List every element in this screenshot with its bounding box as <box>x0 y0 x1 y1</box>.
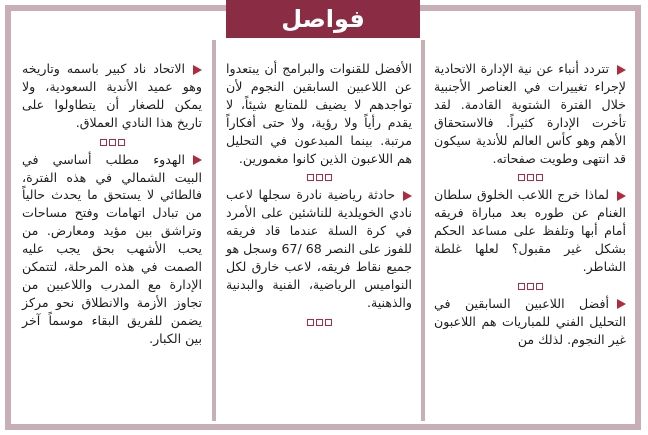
paragraph: لماذا خرج اللاعب الخلوق سلطان الغنام عن طوره بعد مباراة فريقه أمام أبها وتلفظ على مساعد الحكم بشكل غير مقبول؟ لعلها غلطة الشاطر. <box>434 187 626 275</box>
paragraph: الهدوء مطلب أساسي في البيت الشمالي في هذه الفترة، فالطائي لا يستحق ما يحدث حالياً من تبادل اتهامات وفتح مساحات وتراشق بين مؤيد ومعارض. من يحب الأشهب بحق يجب عليه الصمت في هذه المرحلة، لتتمكن الإدارة مع المدرب واللاعبين من تجاوز الأزمة والانطلاق نحو مركز يضمن للفريق البقاء موسماً آخر بين الكبار. <box>22 151 202 346</box>
bullet-triangle-icon <box>617 299 626 309</box>
separator-squares <box>22 137 202 147</box>
separator-squares <box>226 317 412 327</box>
column-middle <box>226 60 412 331</box>
column-divider-right <box>421 40 425 421</box>
bullet-triangle-icon <box>617 191 626 201</box>
bullet-triangle-icon <box>193 65 202 75</box>
separator-squares <box>226 172 412 182</box>
separator-squares <box>434 172 626 182</box>
column-right <box>434 60 626 349</box>
paragraph: أفضل اللاعبين السابقين في التحليل الفني للمباريات هم اللاعبون غير النجوم. لذلك من <box>434 295 626 347</box>
paragraph: الاتحاد ناد كبير باسمه وتاريخه وهو عميد الأندية السعودية، ولا يمكن للصغار أن يتطاولوا على تاريخ هذا النادي العملاق. <box>22 61 202 130</box>
column-left <box>22 60 202 348</box>
separator-squares <box>434 281 626 291</box>
section-title-text: فواصل <box>281 5 365 33</box>
bullet-triangle-icon <box>617 65 626 75</box>
paragraph: حادثة رياضية نادرة سجلها لاعب نادي الخويلدية للناشئين على الأمرد في كرة السلة عندما قاد فريقه للفوز على النصر 68 /67 وسجل هو جميع نقاط فريقه، لاعب خارق لكل النواميس الرياضية، الفنية والبدنية والذهنية. <box>226 187 412 310</box>
paragraph: الأفضل للقنوات والبرامج أن يبتعدوا عن اللاعبين السابقين النجوم لأن تواجدهم لا يضيف للمتابع شيئاً، لا يقدم رأياً ولا رؤية، ولا حتى أفكاراً مرتبة. بينما المبدعون في التحليل هم اللاعبون الذين كانوا مغمورين. <box>226 61 412 166</box>
section-title <box>226 0 420 38</box>
bullet-triangle-icon <box>403 191 412 201</box>
bullet-triangle-icon <box>193 155 202 165</box>
paragraph: تتردد أنباء عن نية الإدارة الاتحادية لإجراء تغييرات في العناصر الأجنبية خلال الفترة الشتوية القادمة. لقد تأخرت الإدارة كثيراً. فالاستحقاق الأهم وهو كأس العالم للأندية سيكون قد انتهى وطويت صفحاته. <box>434 61 626 166</box>
column-divider-left <box>212 40 216 421</box>
